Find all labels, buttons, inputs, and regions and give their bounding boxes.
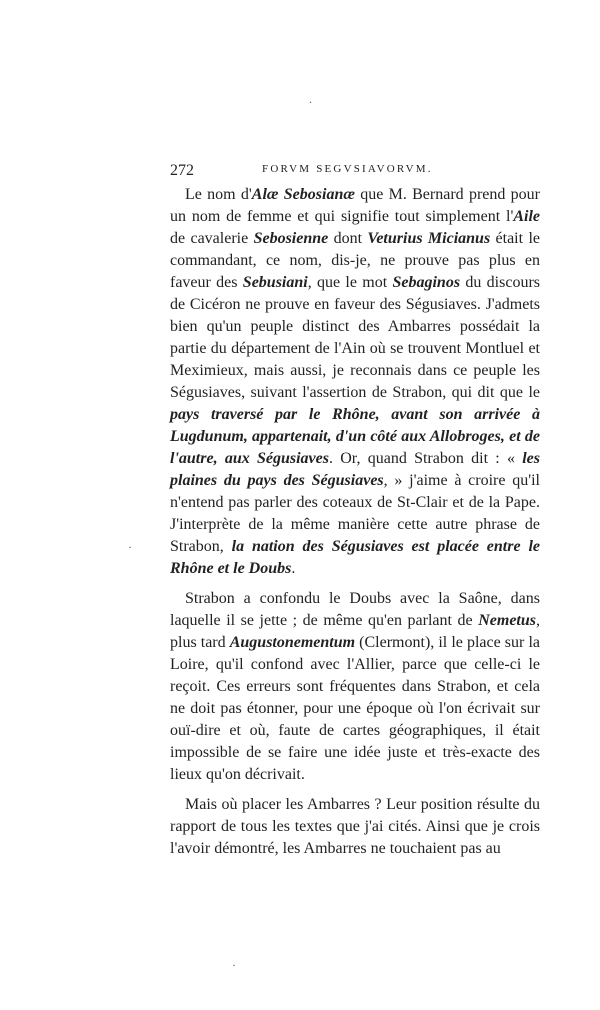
emphasis-text: Aile — [513, 208, 540, 225]
emphasis-text: Augustonementum — [229, 634, 356, 651]
emphasis-text: les plaines du pays des Ségusiaves — [170, 450, 541, 489]
text-run: (Clermont), il le place sur la Loire, qu'il confond avec l'Allier, parce que celle-ci le reçoit. Ces erreurs sont fréquentes dans Strabon, et cela ne doit pas étonner, pour une époque où l'on écrivait sur ouï-dire et où, faute de cartes géographiques, il était impossible de se faire une idée juste et très-exacte des lieux qu'on décrivait. — [170, 634, 540, 783]
stray-mark-top: . — [309, 92, 312, 106]
emphasis-text: Alæ Sebosianæ — [251, 186, 355, 203]
emphasis-text: la nation des Ségusiaves est placée entre le Rhône et le Doubs — [170, 538, 540, 577]
page-number: 272 — [170, 162, 194, 179]
emphasis-text: Nemetus — [478, 612, 536, 629]
text-run: Strabon a confondu le Doubs avec la Saône, dans laquelle il se jette ; de même qu'en parlant de — [170, 590, 540, 629]
text-run: Mais où placer les Ambarres ? Leur position résulte du rapport de tous les textes que j'ai cités. Ainsi que je crois l'avoir démontré, les Ambarres ne touchaient pas au — [170, 796, 540, 857]
page-header — [170, 162, 540, 182]
body-text — [170, 184, 540, 860]
text-run: du discours de Cicéron ne prouve en faveur des Ségusiaves. J'admets bien qu'un peuple distinct des Ambarres possédait la partie du département de l'Ain où se trouvent Montluel et Meximieux, mais aussi, je reconnais dans ce peuple les Ségusiaves, suivant l'assertion de Strabon, qui dit que le — [170, 274, 540, 401]
text-run: . Or, quand Strabon dit : « — [328, 450, 523, 467]
text-run: , plus tard — [170, 612, 540, 651]
text-run: était le commandant, ce nom, dis-je, ne prouve pas plus en faveur des — [170, 230, 540, 291]
running-head: FORVM SEGVSIAVORVM. — [262, 163, 433, 175]
text-run: Le nom d' — [185, 186, 252, 203]
text-run: , que le mot — [307, 274, 393, 291]
stray-mark-margin: · — [128, 540, 132, 554]
paragraph — [170, 184, 540, 580]
paragraph — [170, 588, 540, 786]
text-run: dont — [328, 230, 368, 247]
emphasis-text: Sebaginos — [392, 274, 461, 291]
emphasis-text: Veturius Micianus — [367, 230, 491, 247]
text-run: . — [291, 560, 296, 577]
emphasis-text: Sebusiani — [242, 274, 308, 291]
text-run: , » j'aime à croire qu'il n'entend pas parler des coteaux de St-Clair et de la Pape. J'interprète de la même manière cette autre phrase de Strabon, — [170, 472, 541, 555]
emphasis-text: pays traversé par le Rhône, avant son arrivée à Lugdunum, appartenait, d'un côté aux Allobroges, et de l'autre, aux Ségusiaves — [170, 406, 540, 467]
text-run: de cavalerie — [170, 230, 254, 247]
emphasis-text: Sebosienne — [253, 230, 329, 247]
paragraph — [170, 794, 540, 860]
stray-mark-bottom: · — [232, 958, 236, 972]
text-run: que M. Bernard prend pour un nom de femme et qui signifie tout simplement l' — [170, 186, 540, 225]
